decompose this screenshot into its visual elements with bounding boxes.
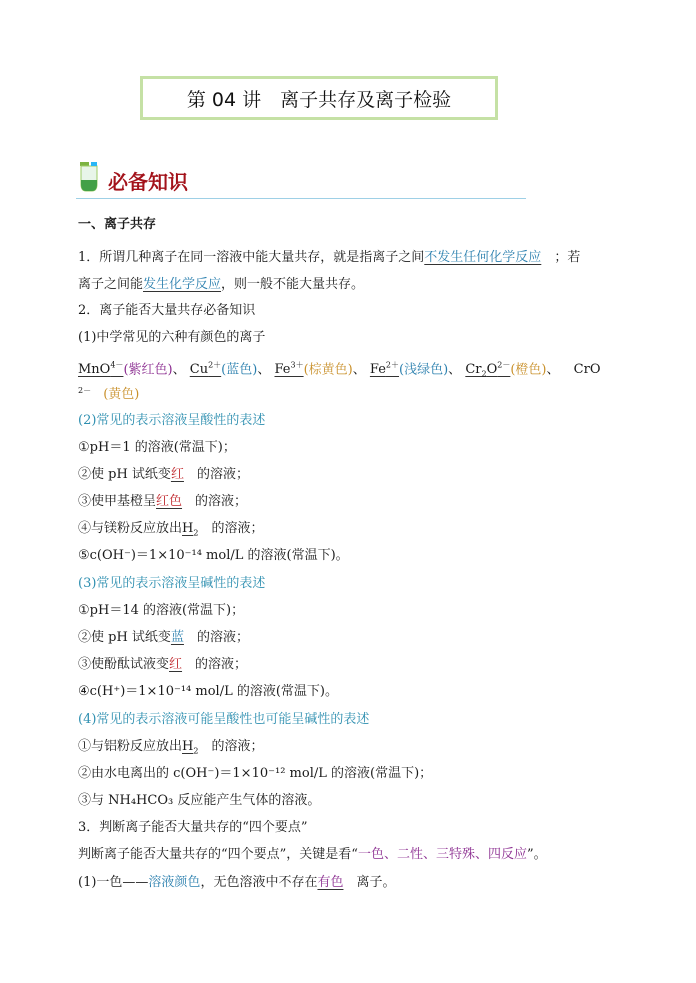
ion-color: (蓝色) bbox=[221, 362, 258, 378]
ion-color: (橙色) bbox=[510, 362, 547, 378]
colored-ions-line: MnO$^{4-}$(紫红色)、 $Cu^{2+}$(蓝色)、 $Fe^{3+}$(棕黄色)、 $Fe^{2+}$(浅绿色)、 $Cr_2O^{2-}$(橙色)、 CrO bbox=[78, 361, 601, 379]
section-heading: 必备知识 bbox=[108, 170, 188, 194]
blank-answer: 不发生任何化学反应 bbox=[424, 250, 542, 265]
section-divider bbox=[76, 198, 526, 199]
acid-item-1: ①pH＝1 的溶液(常温下)； bbox=[78, 440, 236, 455]
section-header bbox=[78, 160, 188, 194]
four-points-heading: 3．判断离子能否大量共存的“四个要点” bbox=[78, 820, 308, 835]
paragraph-1-line-1 bbox=[78, 248, 580, 268]
ion-cr2o7: $Cr_2O^{2-}$ bbox=[465, 361, 511, 379]
ion-color: (黄色) bbox=[103, 387, 140, 403]
ion-color: (浅绿色) bbox=[399, 362, 449, 378]
base-item-1: ①pH＝14 的溶液(常温下)； bbox=[78, 603, 245, 618]
paragraph-2: 2．离子能否大量共存必备知识 bbox=[78, 303, 256, 318]
acid-item-2: ②使 pH 试纸变红 的溶液； bbox=[78, 467, 249, 482]
acid-item-5: ⑤c(OH⁻)＝1×10⁻¹⁴ mol/L 的溶液(常温下)。 bbox=[78, 548, 349, 563]
base-heading: (3)常见的表示溶液呈碱性的表述 bbox=[78, 576, 266, 591]
amphoteric-item-1: ①与铝粉反应放出$H_2$ 的溶液； bbox=[78, 739, 264, 756]
key-term: 溶液颜色 bbox=[148, 875, 201, 890]
amphoteric-heading: (4)常见的表示溶液可能呈酸性也可能呈碱性的表述 bbox=[78, 712, 370, 727]
text: ；若 bbox=[554, 250, 581, 265]
blank-answer: 红 bbox=[169, 657, 183, 672]
one-color-line: (1)一色——溶液颜色，无色溶液中不存在有色 离子。 bbox=[78, 875, 396, 890]
ion-fe2: $Fe^{2+}$ bbox=[369, 361, 400, 378]
base-item-3: ③使酚酞试液变红 的溶液； bbox=[78, 657, 248, 672]
ion-color: (紫红色) bbox=[123, 362, 173, 378]
ion-fe3: $Fe^{3+}$ bbox=[274, 361, 304, 378]
colored-ions-line-2 bbox=[78, 381, 139, 405]
flask-icon bbox=[78, 160, 100, 194]
acid-item-4: ④与镁粉反应放出$H_2$ 的溶液； bbox=[78, 521, 264, 538]
text: 1．所谓几种离子在同一溶液中能大量共存，就是指离子之间 bbox=[78, 250, 425, 265]
acid-item-3: ③使甲基橙呈红色 的溶液； bbox=[78, 494, 248, 509]
ion-cro4-charge: 2－ bbox=[78, 386, 92, 395]
ion-cu: $Cu^{2+}$ bbox=[189, 361, 222, 378]
four-points-keys: 一色、二性、三特殊、四反应 bbox=[357, 847, 527, 862]
paragraph-colored-ions-heading: (1)中学常见的六种有颜色的离子 bbox=[78, 330, 266, 345]
blank-answer: $H_2$ bbox=[182, 521, 199, 538]
blank-answer: 蓝 bbox=[170, 630, 184, 645]
ion-mno4: MnO$^{4-}$ bbox=[78, 361, 124, 378]
blank-answer: 红色 bbox=[156, 494, 183, 509]
text: 离子之间能 bbox=[78, 277, 144, 292]
blank-answer: 有色 bbox=[317, 875, 344, 890]
lesson-title-box bbox=[140, 76, 498, 120]
lesson-title: 第 04 讲 离子共存及离子检验 bbox=[186, 88, 452, 111]
blank-answer: 发生化学反应 bbox=[143, 277, 222, 292]
acid-heading: (2)常见的表示溶液呈酸性的表述 bbox=[78, 413, 266, 428]
base-item-2: ②使 pH 试纸变蓝 的溶液； bbox=[78, 630, 249, 645]
paragraph-1-line-2 bbox=[78, 275, 364, 295]
blank-answer: $H_2$ bbox=[182, 739, 199, 756]
heading-ion-coexistence: 一、离子共存 bbox=[78, 217, 157, 232]
amphoteric-item-3: ③与 NH₄HCO₃ 反应能产生气体的溶液。 bbox=[78, 793, 321, 808]
ion-cro4: CrO bbox=[573, 362, 601, 378]
four-points-text: 判断离子能否大量共存的“四个要点”，关键是看“一色、二性、三特殊、四反应”。 bbox=[78, 847, 547, 862]
base-item-4: ④c(H⁺)＝1×10⁻¹⁴ mol/L 的溶液(常温下)。 bbox=[78, 684, 339, 699]
amphoteric-item-2: ②由水电离出的 c(OH⁻)＝1×10⁻¹² mol/L 的溶液(常温下)； bbox=[78, 766, 433, 781]
text: ，则一般不能大量共存。 bbox=[221, 277, 365, 292]
blank-answer: 红 bbox=[170, 467, 184, 482]
ion-color: (棕黄色) bbox=[303, 362, 353, 378]
